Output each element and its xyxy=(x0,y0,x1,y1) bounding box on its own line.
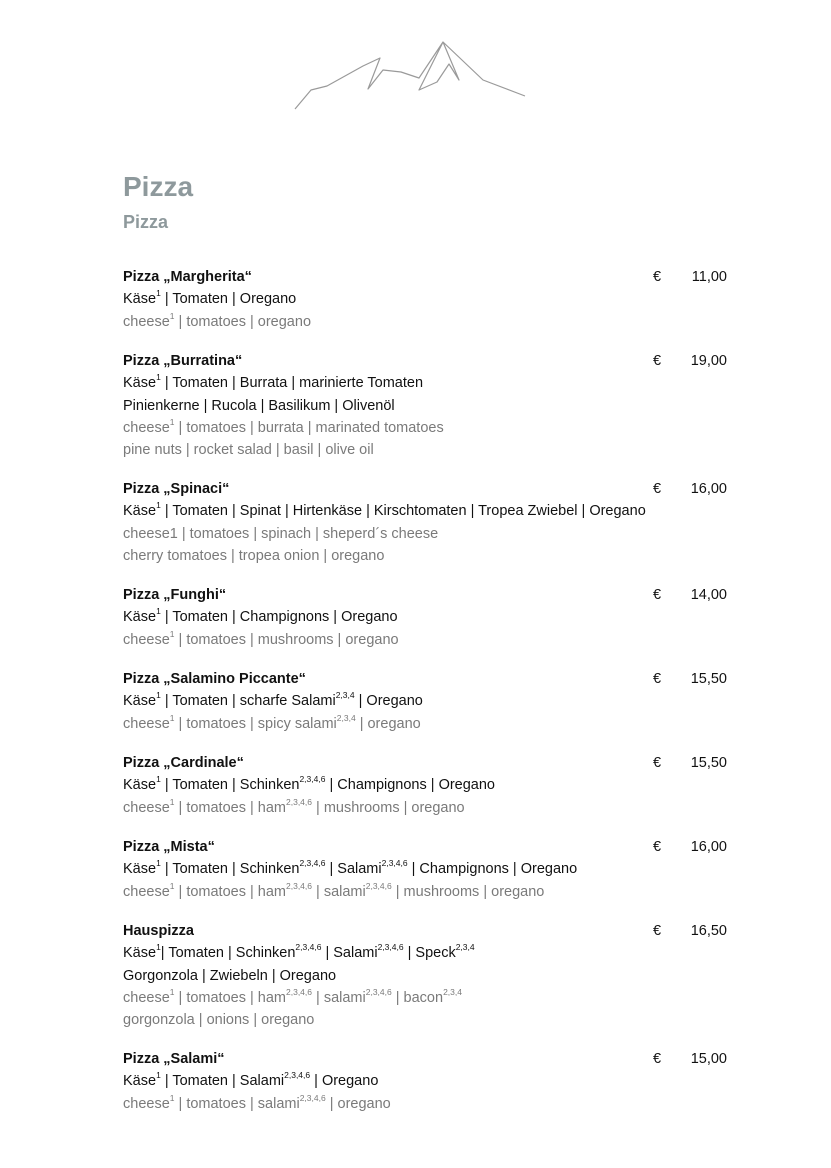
allergen-footnote: 2,3,4,6 xyxy=(286,880,312,891)
text-segment: | Salami xyxy=(321,945,378,962)
text-segment: Käse xyxy=(123,861,157,878)
allergen-footnote: 1 xyxy=(169,712,175,723)
text-segment: gorgonzola | onions | oregano xyxy=(123,1012,315,1029)
text-segment: | tomatoes | burrata | marinated tomatoes xyxy=(174,419,444,436)
menu-item-name: Pizza „Burratina“ xyxy=(123,353,243,369)
menu-item-name: Pizza „Margherita“ xyxy=(123,269,252,285)
menu-item-price: 16,00 xyxy=(690,839,727,855)
text-segment: | mushrooms | oregano xyxy=(312,799,465,816)
menu-item xyxy=(123,920,733,1031)
currency-symbol: € xyxy=(653,839,662,855)
text-segment: Käse xyxy=(123,777,157,794)
menu-item xyxy=(123,752,733,819)
menu-item-name: Pizza „Spinaci“ xyxy=(123,481,230,497)
ingredients-german xyxy=(123,965,733,987)
allergen-footnote: 2,3,4 xyxy=(336,712,356,723)
menu-item-price: 15,00 xyxy=(690,1051,727,1067)
allergen-footnote: 1 xyxy=(169,796,175,807)
text-segment: Käse xyxy=(123,693,157,710)
text-segment: | salami xyxy=(312,883,366,900)
allergen-footnote: 2,3,4 xyxy=(443,987,462,998)
allergen-footnote: 1 xyxy=(156,372,161,383)
text-segment: | Tomaten | scharfe Salami xyxy=(160,693,336,710)
text-segment: | Tomaten | Schinken xyxy=(160,777,300,794)
text-segment: | tomatoes | ham xyxy=(174,799,286,816)
ingredients-english xyxy=(123,629,733,651)
text-segment: cheese xyxy=(123,715,170,732)
allergen-footnote: 1 xyxy=(169,417,175,428)
menu-item xyxy=(123,350,733,461)
ingredients-german xyxy=(123,858,733,880)
menu-item xyxy=(123,266,733,333)
allergen-footnote: 2,3,4,6 xyxy=(284,1070,311,1081)
text-segment: | Tomaten | Schinken xyxy=(160,861,300,878)
menu-item-price: 15,50 xyxy=(690,755,727,771)
ingredients-german xyxy=(123,606,733,628)
text-segment: cheese xyxy=(123,1095,170,1112)
currency-symbol: € xyxy=(653,923,662,939)
text-segment: cheese xyxy=(123,631,170,648)
menu-item-price: 16,00 xyxy=(690,481,727,497)
allergen-footnote: 1 xyxy=(156,858,161,869)
text-segment: Gorgonzola | Zwiebeln | Oregano xyxy=(123,967,337,984)
text-segment: | tomatoes | ham xyxy=(174,883,286,900)
page-title: Pizza xyxy=(123,171,194,202)
text-segment: | tomatoes | ham xyxy=(174,989,286,1006)
allergen-footnote: 1 xyxy=(156,942,161,953)
text-segment: cheese xyxy=(123,799,170,816)
menu-item xyxy=(123,1048,733,1115)
menu-item-name: Pizza „Funghi“ xyxy=(123,587,227,603)
ingredients-german xyxy=(123,395,733,417)
text-segment: | Salami xyxy=(325,861,382,878)
mountain-ridge-line xyxy=(295,42,525,109)
text-segment: | tomatoes | spicy salami xyxy=(174,715,337,732)
page-subtitle: Pizza xyxy=(123,212,169,232)
menu-item xyxy=(123,836,733,903)
allergen-footnote: 2,3,4,6 xyxy=(377,942,404,953)
allergen-footnote: 2,3,4,6 xyxy=(299,1092,326,1103)
allergen-footnote: 1 xyxy=(169,987,175,998)
menu-item-price: 15,50 xyxy=(690,671,727,687)
ingredients-english xyxy=(123,523,733,545)
menu-item xyxy=(123,584,733,651)
text-segment: Käse xyxy=(123,291,157,308)
allergen-footnote: 1 xyxy=(156,1070,161,1081)
text-segment: Käse xyxy=(123,609,157,626)
allergen-footnote: 1 xyxy=(156,774,161,785)
allergen-footnote: 2,3,4 xyxy=(455,942,475,953)
menu-item-price: 14,00 xyxy=(690,587,727,603)
text-segment: cheese xyxy=(123,419,170,436)
allergen-footnote: 2,3,4,6 xyxy=(286,796,312,807)
text-segment: | tomatoes | salami xyxy=(174,1095,300,1112)
text-segment: | Tomaten | Burrata | marinierte Tomaten xyxy=(160,375,424,392)
allergen-footnote: 2,3,4,6 xyxy=(381,858,408,869)
ingredients-english xyxy=(123,545,733,567)
ingredients-german xyxy=(123,500,733,522)
ingredients-english xyxy=(123,1009,733,1031)
currency-symbol: € xyxy=(653,671,662,687)
ingredients-german xyxy=(123,942,733,964)
text-segment: cheese xyxy=(123,883,170,900)
currency-symbol: € xyxy=(653,269,662,285)
allergen-footnote: 1 xyxy=(156,500,161,511)
text-segment: | Tomaten | Champignons | Oregano xyxy=(160,609,398,626)
currency-symbol: € xyxy=(653,353,662,369)
text-segment: | Oregano xyxy=(310,1073,379,1090)
text-segment: | Tomaten | Schinken xyxy=(160,945,296,962)
ingredients-german xyxy=(123,288,733,310)
ingredients-english xyxy=(123,881,733,903)
ingredients-german xyxy=(123,774,733,796)
text-segment: | Tomaten | Oregano xyxy=(160,291,297,308)
text-segment: Käse xyxy=(123,945,157,962)
ingredients-english xyxy=(123,1093,733,1115)
allergen-footnote: 1 xyxy=(156,690,161,701)
allergen-footnote: 1 xyxy=(169,628,175,639)
text-segment: | oregano xyxy=(355,715,421,732)
text-segment: | tomatoes | mushrooms | oregano xyxy=(174,631,399,648)
currency-symbol: € xyxy=(653,755,662,771)
allergen-footnote: 1 xyxy=(156,288,161,299)
ingredients-german xyxy=(123,372,733,394)
allergen-footnote: 1 xyxy=(169,310,175,321)
allergen-footnote: 2,3,4,6 xyxy=(286,987,312,998)
text-segment: cheese xyxy=(123,313,170,330)
text-segment: | bacon xyxy=(391,989,444,1006)
currency-symbol: € xyxy=(653,587,662,603)
menu-item-price: 19,00 xyxy=(690,353,727,369)
allergen-footnote: 2,3,4,6 xyxy=(299,858,326,869)
mountain-logo xyxy=(293,40,539,112)
ingredients-english xyxy=(123,417,733,439)
text-segment: | Tomaten | Spinat | Hirtenkäse | Kirschtomaten | Tropea Zwiebel | Oregano xyxy=(160,503,646,520)
ingredients-english xyxy=(123,311,733,333)
menu-item-price: 11,00 xyxy=(691,269,727,285)
text-segment: | mushrooms | oregano xyxy=(391,883,545,900)
menu-item xyxy=(123,668,733,735)
allergen-footnote: 2,3,4,6 xyxy=(295,942,322,953)
text-segment: | Champignons | Oregano xyxy=(407,861,578,878)
allergen-footnote: 1 xyxy=(169,880,175,891)
text-segment: cherry tomatoes | tropea onion | oregano xyxy=(123,547,385,564)
text-segment: Käse xyxy=(123,503,157,520)
ingredients-german xyxy=(123,1070,733,1092)
text-segment: | salami xyxy=(312,989,366,1006)
ingredients-german xyxy=(123,690,733,712)
text-segment: cheese xyxy=(123,989,170,1006)
currency-symbol: € xyxy=(653,1051,662,1067)
text-segment: | Oregano xyxy=(354,693,423,710)
menu-item-name: Hauspizza xyxy=(123,923,194,939)
allergen-footnote: 2,3,4 xyxy=(335,690,355,701)
text-segment: | Tomaten | Salami xyxy=(160,1073,285,1090)
menu-item-name: Pizza „Salami“ xyxy=(123,1051,225,1067)
menu-item xyxy=(123,478,733,567)
allergen-footnote: 1 xyxy=(169,1092,175,1103)
text-segment: | Speck xyxy=(403,945,456,962)
menu-item-name: Pizza „Cardinale“ xyxy=(123,755,244,771)
text-segment: | oregano xyxy=(325,1095,391,1112)
text-segment: Käse xyxy=(123,375,157,392)
allergen-footnote: 1 xyxy=(156,606,161,617)
allergen-footnote: 2,3,4,6 xyxy=(365,987,392,998)
ingredients-english xyxy=(123,439,733,461)
allergen-footnote: 2,3,4,6 xyxy=(299,774,326,785)
menu-item-name: Pizza „Mista“ xyxy=(123,839,215,855)
currency-symbol: € xyxy=(653,481,662,497)
allergen-footnote: 2,3,4,6 xyxy=(365,880,392,891)
text-segment: Käse xyxy=(123,1073,157,1090)
text-segment: Pinienkerne | Rucola | Basilikum | Olivenöl xyxy=(123,397,395,414)
menu-item-price: 16,50 xyxy=(690,923,727,939)
text-segment: pine nuts | rocket salad | basil | olive oil xyxy=(123,442,374,459)
ingredients-english xyxy=(123,713,733,735)
menu-item-name: Pizza „Salamino Piccante“ xyxy=(123,671,306,687)
text-segment: | tomatoes | oregano xyxy=(174,313,312,330)
text-segment: | Champignons | Oregano xyxy=(325,777,495,794)
ingredients-english xyxy=(123,987,733,1009)
text-segment: cheese1 | tomatoes | spinach | sheperd´s cheese xyxy=(123,525,439,542)
ingredients-english xyxy=(123,797,733,819)
